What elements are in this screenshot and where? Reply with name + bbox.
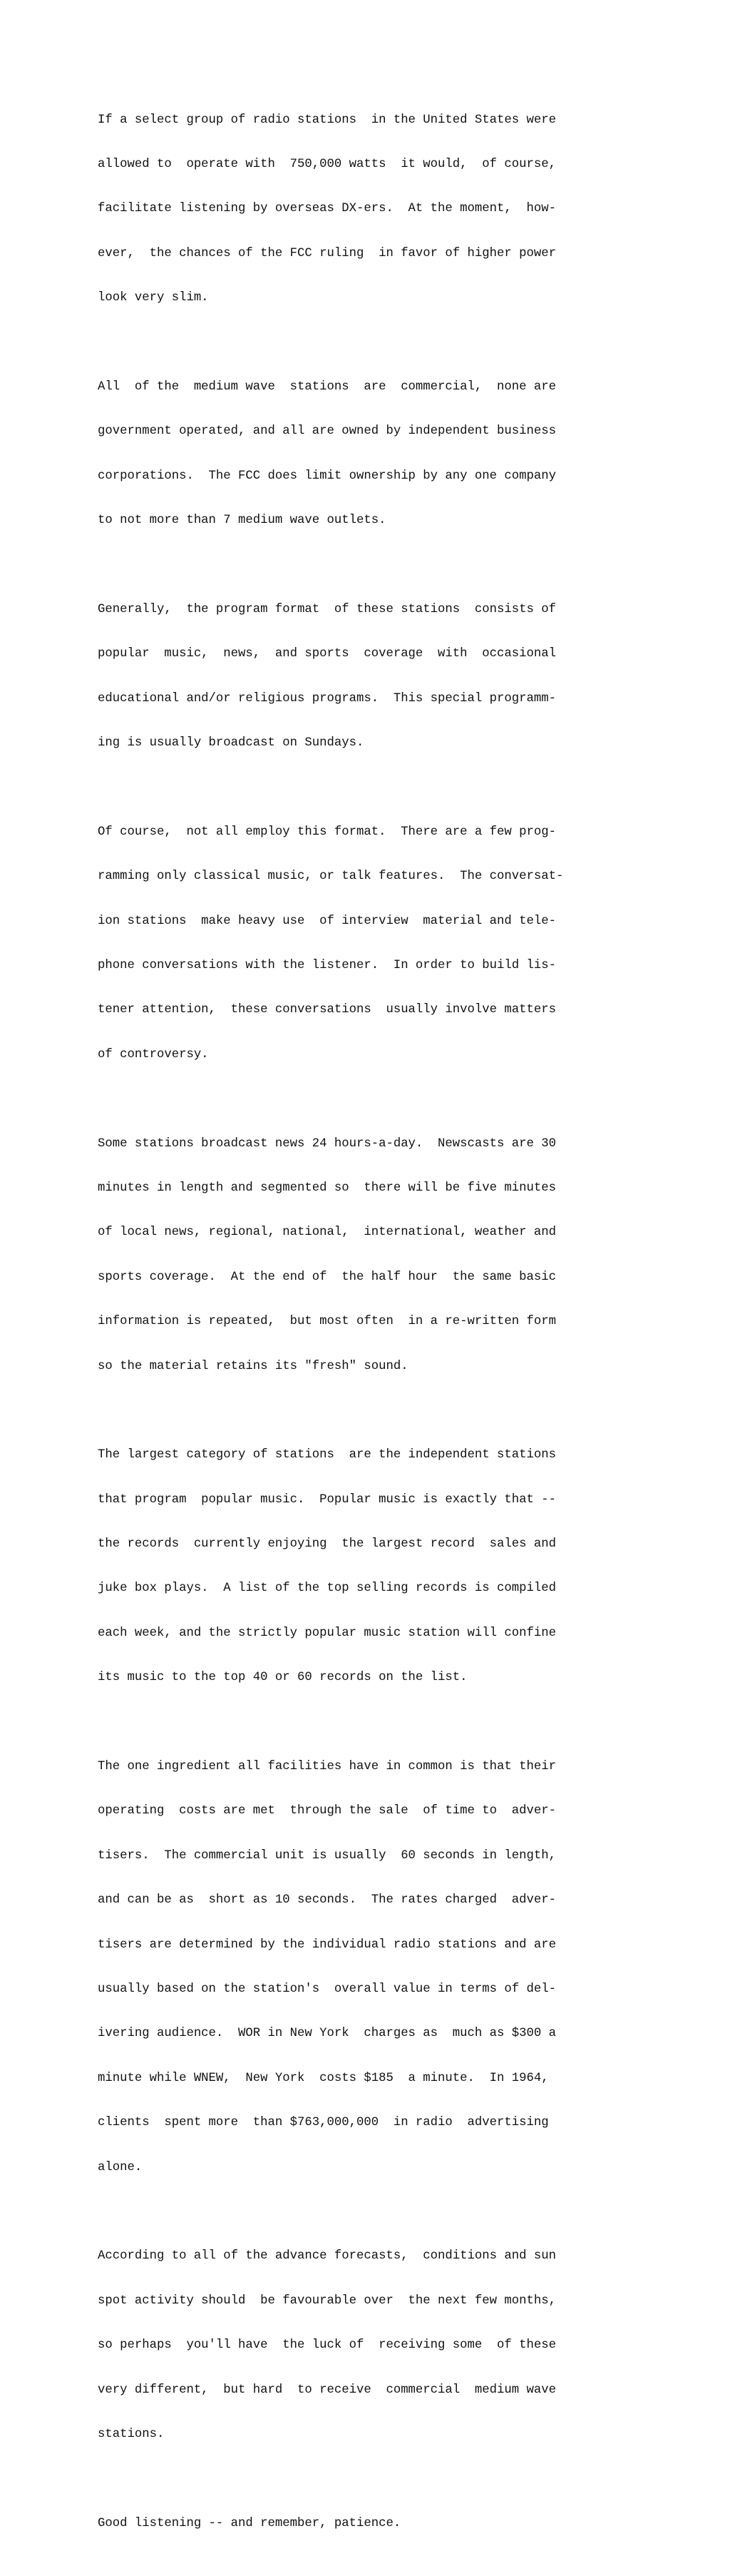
text-line: ivering audience. WOR in New York charges as much as $300 a — [98, 2027, 556, 2041]
text-line: tisers are determined by the individual radio stations and are — [98, 1938, 556, 1952]
text-line: operating costs are met through the sale of time to adver- — [98, 1804, 556, 1818]
text-line: Good listening -- and remember, patience. — [98, 2516, 401, 2530]
paragraph-news-stations — [98, 1107, 668, 1404]
text-line: government operated, and all are owned by independent business — [98, 424, 556, 439]
text-line: of local news, regional, national, international, weather and — [98, 1226, 556, 1240]
paragraph-closing — [98, 2487, 668, 2561]
text-line: Some stations broadcast news 24 hours-a-day. Newscasts are 30 — [98, 1136, 556, 1151]
text-line: allowed to operate with 750,000 watts it would, of course, — [98, 157, 556, 171]
text-line: All of the medium wave stations are commercial, none are — [98, 380, 556, 394]
text-line: look very slim. — [98, 291, 209, 305]
text-line: The largest category of stations are the independent stations — [98, 1448, 556, 1462]
text-line: tener attention, these conversations usually involve matters — [98, 1003, 556, 1017]
text-line: If a select group of radio stations in the United States were — [98, 113, 556, 127]
paragraph-popular-music — [98, 1419, 668, 1716]
text-line: the records currently enjoying the largest record sales and — [98, 1537, 556, 1552]
paragraph-advertising — [98, 1730, 668, 2205]
text-line: minutes in length and segmented so there will be five minutes — [98, 1181, 556, 1195]
text-line: its music to the top 40 or 60 records on the list. — [98, 1671, 468, 1685]
text-line: and can be as short as 10 seconds. The rates charged adver- — [98, 1893, 556, 1908]
paragraph-commercial-ownership — [98, 350, 668, 558]
text-line: so the material retains its "fresh" sound. — [98, 1359, 408, 1373]
text-line: so perhaps you'll have the luck of receiving some of these — [98, 2338, 556, 2353]
text-line: information is repeated, but most often in a re-written form — [98, 1315, 556, 1329]
text-line: alone. — [98, 2160, 143, 2174]
text-line: tisers. The commercial unit is usually 60 seconds in length, — [98, 1848, 556, 1863]
text-line: of controversy. — [98, 1047, 209, 1062]
text-line: facilitate listening by overseas DX-ers. At the moment, how- — [98, 202, 556, 216]
text-line: popular music, news, and sports coverage with occasional — [98, 647, 556, 661]
text-line: ever, the chances of the FCC ruling in favor of higher power — [98, 246, 556, 260]
text-line: According to all of the advance forecasts, conditions and sun — [98, 2249, 556, 2264]
text-line: The one ingredient all facilities have in common is that their — [98, 1760, 556, 1774]
text-line: corporations. The FCC does limit ownership by any one company — [98, 469, 556, 483]
text-line: juke box plays. A list of the top selling records is compiled — [98, 1582, 556, 1596]
text-line: ion stations make heavy use of interview material and tele- — [98, 914, 556, 928]
text-line: very different, but hard to receive commercial medium wave — [98, 2383, 556, 2397]
text-line: stations. — [98, 2427, 165, 2441]
text-line: Generally, the program format of these stations consists of — [98, 602, 556, 616]
paragraph-high-power — [98, 83, 668, 336]
text-line: each week, and the strictly popular music station will confine — [98, 1626, 556, 1640]
text-line: sports coverage. At the end of the half hour the same basic — [98, 1270, 556, 1284]
paragraph-program-format — [98, 573, 668, 780]
text-line: usually based on the station's overall value in terms of del- — [98, 1982, 556, 1996]
text-line: educational and/or religious programs. This special programm- — [98, 691, 556, 706]
text-line: spot activity should be favourable over the next few months, — [98, 2294, 556, 2308]
text-line: minute while WNEW, New York costs $185 a minute. In 1964, — [98, 2071, 549, 2085]
text-line: to not more than 7 medium wave outlets. — [98, 514, 386, 528]
text-line: ramming only classical music, or talk features. The conversat- — [98, 870, 564, 884]
document-body — [98, 83, 668, 2576]
text-line: clients spent more than $763,000,000 in radio advertising — [98, 2116, 549, 2130]
text-line: that program popular music. Popular music is exactly that -- — [98, 1492, 556, 1507]
text-line: Of course, not all employ this format. There are a few prog- — [98, 825, 556, 839]
paragraph-forecasts — [98, 2220, 668, 2473]
text-line: ing is usually broadcast on Sundays. — [98, 736, 364, 750]
text-line: phone conversations with the listener. In order to build lis- — [98, 959, 556, 973]
paragraph-other-formats — [98, 795, 668, 1092]
